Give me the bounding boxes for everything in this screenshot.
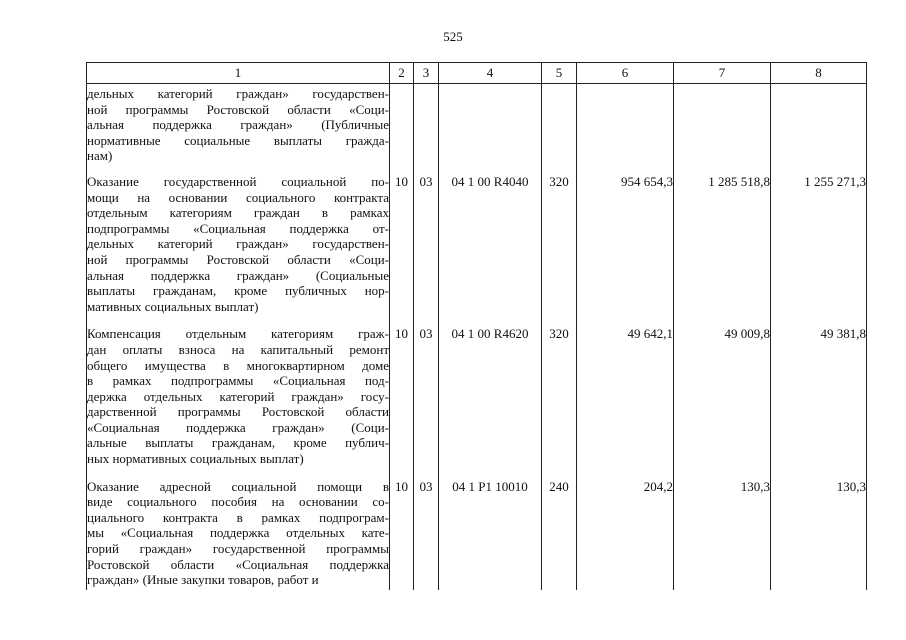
description-line: дельных категорий граждан» государствен- (87, 236, 389, 252)
description-line: альная поддержка граждан» (Социальные (87, 267, 389, 283)
header-cell-8: 8 (771, 63, 867, 84)
amount-year-1: 204,2 (577, 469, 674, 590)
amount-year-3 (771, 84, 867, 164)
header-row (87, 63, 867, 84)
amount-year-3: 130,3 (771, 469, 867, 590)
description-line: граждан» (Иные закупки товаров, работ и (87, 572, 319, 588)
subsection-code: 03 (414, 164, 439, 316)
header-cell-1: 1 (87, 63, 390, 84)
subsection-code: 03 (414, 469, 439, 590)
description-line: дельных категорий граждан» государствен- (87, 86, 389, 101)
row-description (87, 469, 390, 590)
description-line: держка отдельных категорий граждан» госу- (87, 388, 389, 404)
description-line: общего имущества в многоквартирном доме (87, 357, 389, 373)
expense-type-code (542, 84, 577, 164)
description-line: дарственной программы Ростовской области (87, 404, 389, 420)
section-code: 10 (390, 469, 414, 590)
description-line: виде социального пособия на основании со- (87, 494, 389, 510)
expense-type-code: 320 (542, 316, 577, 468)
amount-year-1: 954 654,3 (577, 164, 674, 316)
description-line: Оказание адресной социальной помощи в (87, 478, 389, 494)
budget-table (86, 62, 867, 590)
amount-year-1 (577, 84, 674, 164)
description-line: мативных социальных выплат) (87, 298, 259, 314)
section-code: 10 (390, 164, 414, 316)
table-row (87, 84, 867, 164)
description-line: дан оплаты взноса на капитальный ремонт (87, 341, 389, 357)
description-line: ной программы Ростовской области «Соци- (87, 101, 389, 117)
target-article-code: 04 1 00 R4620 (439, 316, 542, 468)
description-line: Оказание государственной социальной по- (87, 173, 389, 189)
description-line: мы «Социальная поддержка отдельных кате- (87, 525, 389, 541)
header-cell-5: 5 (542, 63, 577, 84)
amount-year-3: 1 255 271,3 (771, 164, 867, 316)
section-code (390, 84, 414, 164)
description-line: ных нормативных социальных выплат) (87, 451, 304, 467)
description-line: выплаты гражданам, кроме публичных нор- (87, 283, 389, 299)
subsection-code (414, 84, 439, 164)
table-row (87, 316, 867, 468)
table-row (87, 164, 867, 316)
expense-type-code: 240 (542, 469, 577, 590)
row-description (87, 316, 390, 468)
subsection-code: 03 (414, 316, 439, 468)
amount-year-2: 130,3 (674, 469, 771, 590)
row-description (87, 164, 390, 316)
amount-year-3: 49 381,8 (771, 316, 867, 468)
description-line: нормативные социальные выплаты гражда- (87, 132, 389, 148)
description-line: в рамках подпрограммы «Социальная под- (87, 373, 389, 389)
table-row (87, 469, 867, 590)
header-cell-3: 3 (414, 63, 439, 84)
description-line: Компенсация отдельным категориям граж- (87, 326, 389, 342)
row-description (87, 84, 390, 164)
target-article-code (439, 84, 542, 164)
header-cell-2: 2 (390, 63, 414, 84)
description-line: Ростовской области «Социальная поддержка (87, 556, 389, 572)
description-line: «Социальная поддержка граждан» (Соци- (87, 419, 389, 435)
description-line: отдельным категориям граждан в рамках (87, 205, 389, 221)
description-line: ной программы Ростовской области «Соци- (87, 251, 389, 267)
amount-year-2 (674, 84, 771, 164)
description-line: циального контракта в рамках подпрограм- (87, 509, 389, 525)
amount-year-2: 49 009,8 (674, 316, 771, 468)
header-cell-6: 6 (577, 63, 674, 84)
description-line: альные выплаты гражданам, кроме публич- (87, 435, 389, 451)
target-article-code: 04 1 P1 10010 (439, 469, 542, 590)
description-line: мощи на основании социального контракта (87, 189, 389, 205)
amount-year-2: 1 285 518,8 (674, 164, 771, 316)
header-cell-7: 7 (674, 63, 771, 84)
header-cell-4: 4 (439, 63, 542, 84)
description-line: альная поддержка граждан» (Публичные (87, 117, 389, 133)
description-line: подпрограммы «Социальная поддержка от- (87, 220, 389, 236)
target-article-code: 04 1 00 R4040 (439, 164, 542, 316)
description-line: нам) (87, 148, 113, 164)
description-line: горий граждан» государственной программы (87, 541, 389, 557)
amount-year-1: 49 642,1 (577, 316, 674, 468)
section-code: 10 (390, 316, 414, 468)
page-number: 525 (443, 29, 463, 44)
expense-type-code: 320 (542, 164, 577, 316)
